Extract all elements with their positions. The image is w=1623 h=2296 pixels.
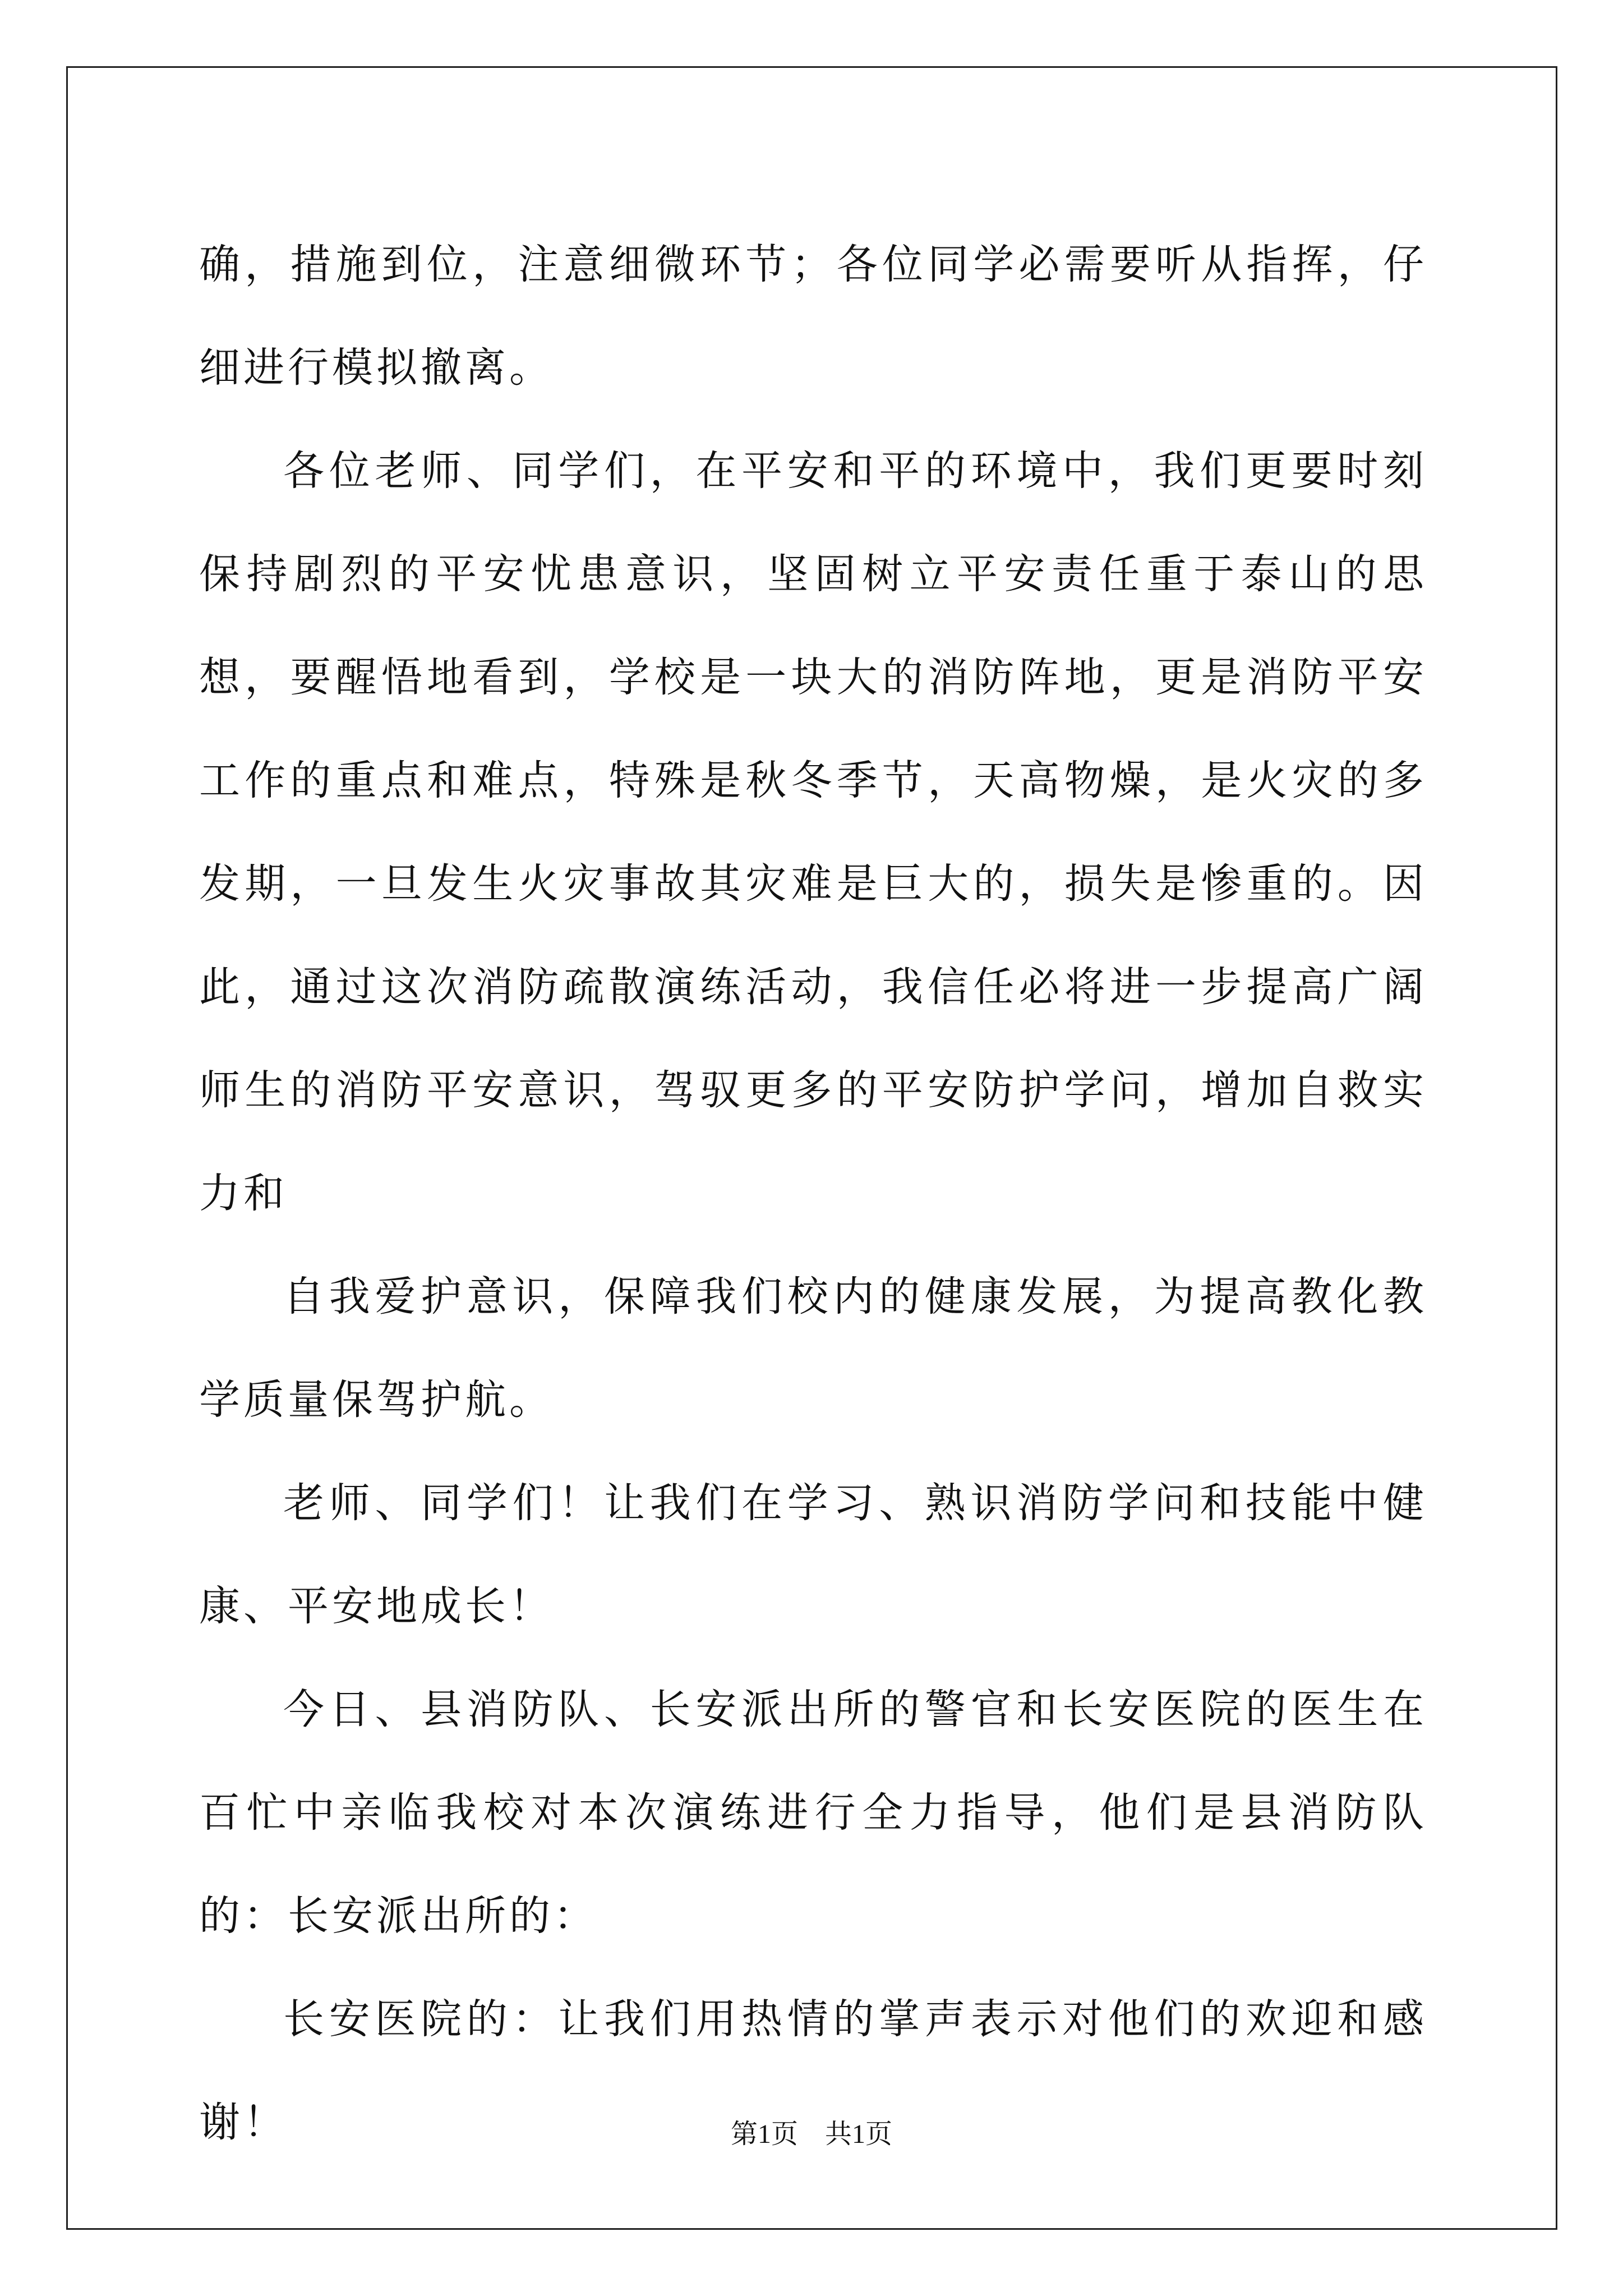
paragraph-2: 各位老师、同学们，在平安和平的环境中，我们更要时刻保持剧烈的平安忧患意识，坚固树立平安责任重于泰山的思想，要醒悟地看到，学校是一块大的消防阵地，更是消防平安工作的重点和难点，特殊是秋冬季节，天高物燥，是火灾的多发期，一旦发生火灾事故其灾难是巨大的，损失是惨重的。因此，通过这次消防疏散演练活动，我信任必将进一步提高广阔师生的消防平安意识，驾驭更多的平安防护学问，增加自救实力和 [199, 447, 1427, 1217]
paragraph-1: 确，措施到位，注意细微环节；各位同学必需要听从指挥，仔细进行模拟撤离。 [199, 241, 1427, 392]
document-body [199, 213, 1427, 2174]
paragraph-5: 今日、县消防队、长安派出所的警官和长安医院的医生在百忙中亲临我校对本次演练进行全力指导，他们是县消防队的：长安派出所的： [199, 1686, 1427, 1940]
page-number-total: 共1页 [825, 2119, 893, 2149]
page-footer [0, 2118, 1623, 2151]
paragraph-4: 老师、同学们！让我们在学习、熟识消防学问和技能中健康、平安地成长！ [199, 1479, 1427, 1630]
paragraph-6: 长安医院的：让我们用热情的掌声表示对他们的欢迎和感谢！ [199, 1995, 1427, 2146]
page-number-current: 第1页 [730, 2119, 798, 2149]
paragraph-3: 自我爱护意识，保障我们校内的健康发展，为提高教化教学质量保驾护航。 [199, 1273, 1427, 1424]
